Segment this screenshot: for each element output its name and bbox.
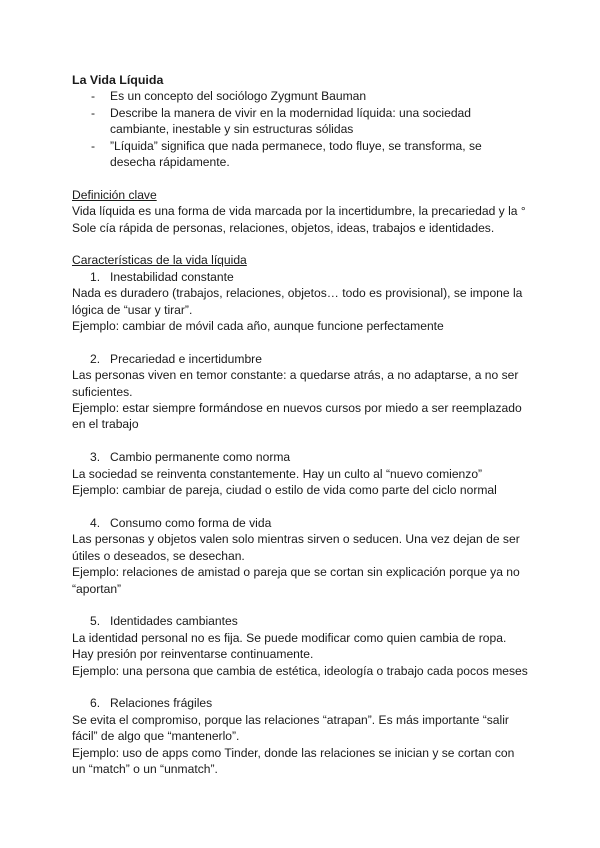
definition-text: Vida líquida es una forma de vida marcada por la incertidumbre, la precariedad y la ° Sole cía rápida de personas, relaciones, objetos, ideas, trabajos e identidades. [72,204,526,235]
spacer [72,334,528,350]
characteristic-example: Ejemplo: uso de apps como Tinder, donde las relaciones se inician y se cortan con un “match” o un “unmatch”. [72,745,515,776]
characteristic-title [72,613,528,629]
characteristic-example: Ejemplo: estar siempre formándose en nuevos cursos por miedo a ser reemplazado en el trabajo [72,401,522,432]
item-number: 1. [90,269,101,284]
item-number: 5. [90,614,101,629]
dash-bullet: - [91,138,96,153]
spacer [72,433,528,449]
characteristic-example: Ejemplo: cambiar de pareja, ciudad o estilo de vida como parte del ciclo normal [72,483,497,498]
item-title-text: Relaciones frágiles [110,696,213,711]
intro-bullet-text: Describe la manera de vivir en la modernidad líquida: una sociedad cambiante, inestable y sin estructuras sólidas [110,105,472,137]
item-title-text: Inestabilidad constante [110,269,234,284]
characteristic-example: Ejemplo: cambiar de móvil cada año, aunque funcione perfectamente [72,319,444,334]
characteristic-description: La sociedad se reinventa constantemente. Hay un culto al “nuevo comienzo” [72,466,483,481]
item-number: 3. [90,450,101,465]
intro-bullet-text: Es un concepto del sociólogo Zygmunt Bauman [110,89,367,104]
document-body [72,72,528,777]
characteristic-title [72,695,528,711]
characteristic-description: Se evita el compromiso, porque las relaciones “atrapan”. Es más importante “salir fácil” de algo que “mantenerlo”. [72,712,509,744]
characteristic-example: Ejemplo: relaciones de amistad o pareja que se cortan sin explicación porque ya no “aportan” [72,565,520,596]
item-title-text: Cambio permanente como norma [110,450,291,465]
spacer [72,597,528,613]
intro-bullet-text: ”Líquida” significa que nada permanece, todo fluye, se transforma, se desecha rápidamente. [110,138,482,170]
characteristic-description: Nada es duradero (trabajos, relaciones, objetos… todo es provisional), se impone la lógica de “usar y tirar”. [72,286,523,317]
characteristic-title [72,515,528,531]
dash-bullet: - [91,89,96,104]
characteristic-example: Ejemplo: una persona que cambia de estética, ideología o trabajo cada pocos meses [72,663,528,678]
intro-bullet [72,105,528,138]
spacer [72,236,528,252]
intro-bullet-list [72,88,528,170]
item-title-text: Identidades cambiantes [110,614,238,629]
spacer [72,679,528,695]
characteristic-title [72,269,528,285]
intro-bullet [72,138,528,171]
characteristic-title [72,351,528,367]
characteristic-description: La identidad personal no es fija. Se puede modificar como quien cambia de ropa. Hay presión por reinventarse continuamente. [72,630,507,662]
characteristic-description: Las personas viven en temor constante: a quedarse atrás, a no adaptarse, a no ser suficientes. [72,368,519,399]
characteristic-title [72,449,528,465]
intro-bullet [72,88,528,104]
spacer [72,170,528,186]
item-title-text: Consumo como forma de vida [110,515,272,530]
item-number: 6. [90,696,101,711]
item-number: 4. [90,515,101,530]
definition-heading: Definición clave [72,187,157,202]
characteristics-heading: Características de la vida líquida [72,253,247,268]
spacer [72,499,528,515]
item-title-text: Precariedad e incertidumbre [110,351,262,366]
item-number: 2. [90,351,101,366]
characteristic-description: Las personas y objetos valen solo mientras sirven o seducen. Una vez dejan de ser útiles o deseados, se desechan. [72,532,520,563]
dash-bullet: - [91,105,96,120]
document-title: La Vida Líquida [72,73,164,87]
